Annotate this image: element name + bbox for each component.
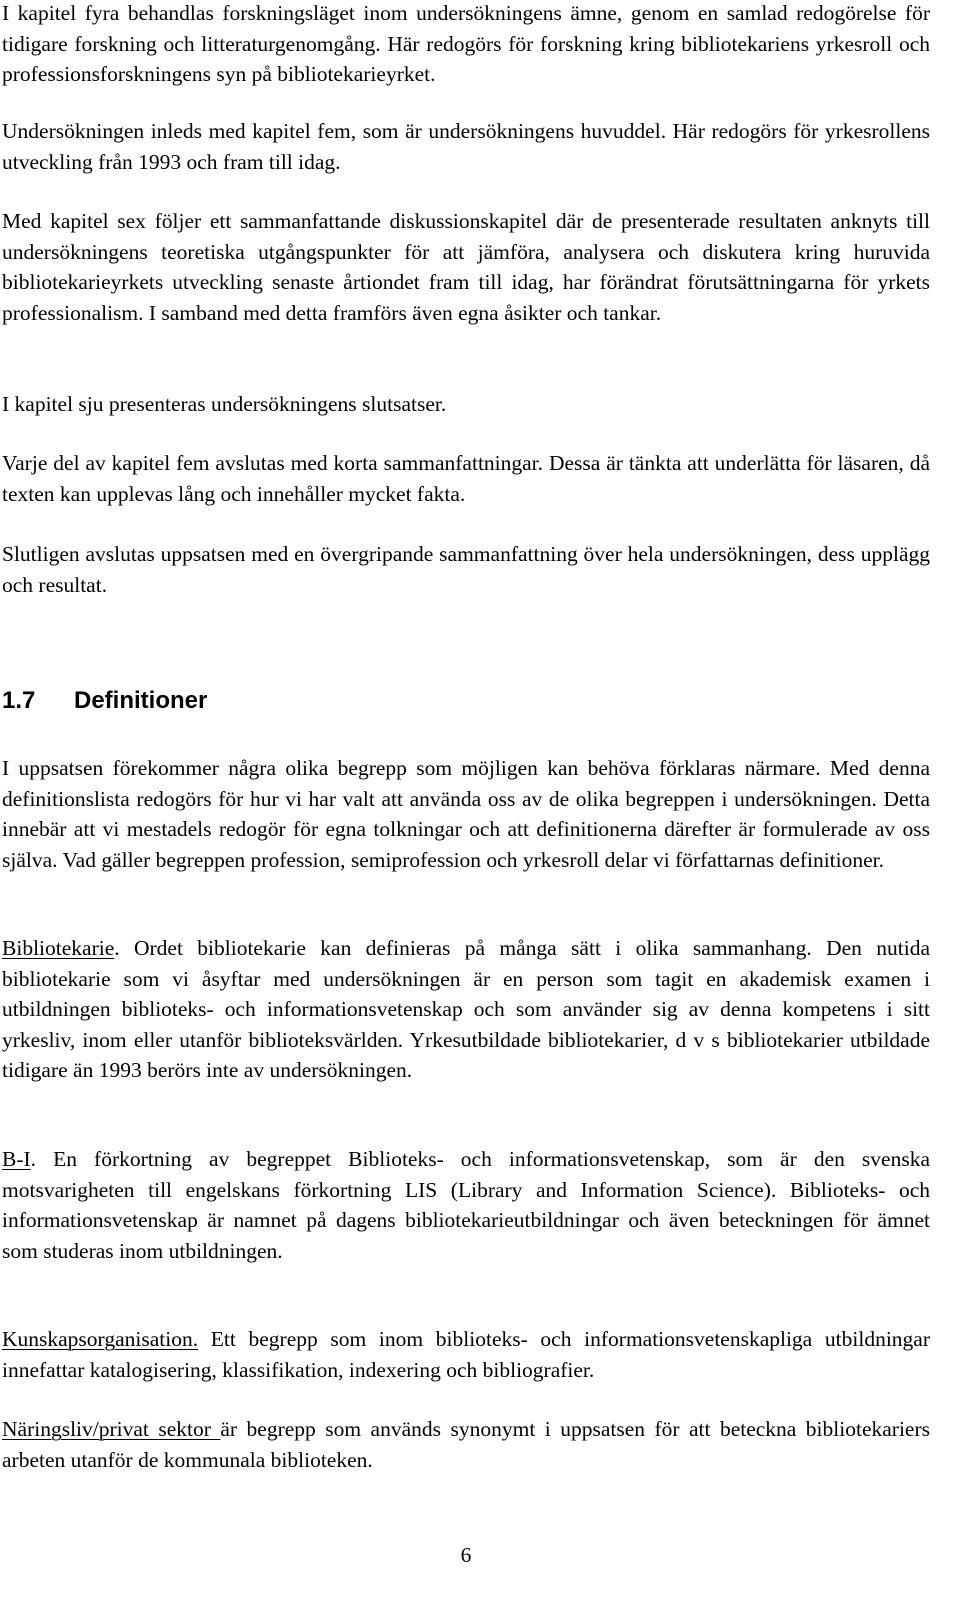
paragraph-summaries: Varje del av kapitel fem avslutas med korta sammanfattningar. Dessa är tänkta att underlätta för läsaren, då texten kan upplevas lång och innehåller mycket fakta. (2, 451, 930, 506)
definition-b-i (2, 1144, 930, 1266)
definition-text: Ett begrepp som inom biblioteks- och informationsvetenskapliga utbildningar innefattar katalogisering, klassifikation, indexering och bibliografier. (2, 1327, 930, 1382)
paragraph-chapter-six: Med kapitel sex följer ett sammanfattande diskussionskapitel där de presenterade resultaten anknyts till undersökningens teoretiska utgångspunkter för att jämföra, analysera och diskutera kring huruvida bibliotekarieyrkets utveckling senaste årtiondet fram till idag, har förändrat förutsättningarna för yrkets professionalism. I samband med detta framförs även egna åsikter och tankar. (2, 209, 930, 325)
definition-term: Kunskapsorganisation. (2, 1327, 199, 1351)
page-number: 6 (460, 1543, 472, 1567)
definition-term: Näringsliv/privat sektor (2, 1417, 221, 1441)
definition-text: En förkortning av begreppet Biblioteks- och informationsvetenskap, som är den svenska motsvarigheten till engelskans förkortning LIS (Library and Information Science). Biblioteks- och informationsvetenskap är namnet på dagens bibliotekarieutbildningar och även beteckningen för ämnet som studeras inom utbildningen. (2, 1147, 930, 1263)
definition-term: B-I (2, 1147, 31, 1171)
paragraph-chapter-five: Undersökningen inleds med kapitel fem, som är undersökningens huvuddel. Här redogörs för yrkesrollens utveckling från 1993 och fram till idag. (2, 119, 930, 174)
definition-text: Ordet bibliotekarie kan definieras på många sätt i olika sammanhang. Den nutida bibliotekarie som vi åsyftar med undersökningen är en person som tagit en akademisk examen i utbildningen biblioteks- och informationsvetenskap och som använder sig av denna kompetens i sitt yrkesliv, inom eller utanför biblioteksvärlden. Yrkesutbildade bibliotekarier, d v s bibliotekarier utbildade tidigare än 1993 berörs inte av undersökningen. (2, 936, 930, 1082)
paragraph-chapter-seven: I kapitel sju presenteras undersökningens slutsatser. (2, 392, 447, 416)
definition-kunskapsorganisation (2, 1324, 930, 1385)
section-heading (2, 685, 207, 717)
definition-text: är begrepp som används synonymt i uppsatsen för att beteckna bibliotekariers arbeten utanför de kommunala biblioteken. (2, 1417, 930, 1472)
definition-term: Bibliotekarie (2, 936, 115, 960)
section-number: 1.7 (2, 687, 36, 714)
paragraph-final-summary: Slutligen avslutas uppsatsen med en övergripande sammanfattning över hela undersökningen, dess upplägg och resultat. (2, 542, 930, 597)
definition-term-separator: . (114, 936, 120, 960)
paragraph-chapter-four: I kapitel fyra behandlas forskningsläget inom undersökningens ämne, genom en samlad redogörelse för tidigare forskning och litteraturgenomgång. Här redogörs för forskning kring bibliotekariens yrkesroll och professionsforskningens syn på bibliotekarieyrket. (2, 1, 930, 86)
definition-naringsliv (2, 1414, 930, 1475)
definitions-intro: I uppsatsen förekommer några olika begrepp som möjligen kan behöva förklaras närmare. Med denna definitionslista redogörs för hur vi har valt att använda oss av de olika begreppen i undersökningen. Detta innebär att vi mestadels redogör för egna tolkningar och att definitionerna därefter är formulerade av oss själva. Vad gäller begreppen profession, semiprofession och yrkesroll delar vi författarnas definitioner. (2, 756, 930, 872)
definition-bibliotekarie (2, 933, 930, 1086)
section-title: Definitioner (74, 687, 208, 714)
definition-term-separator: . (30, 1147, 37, 1171)
